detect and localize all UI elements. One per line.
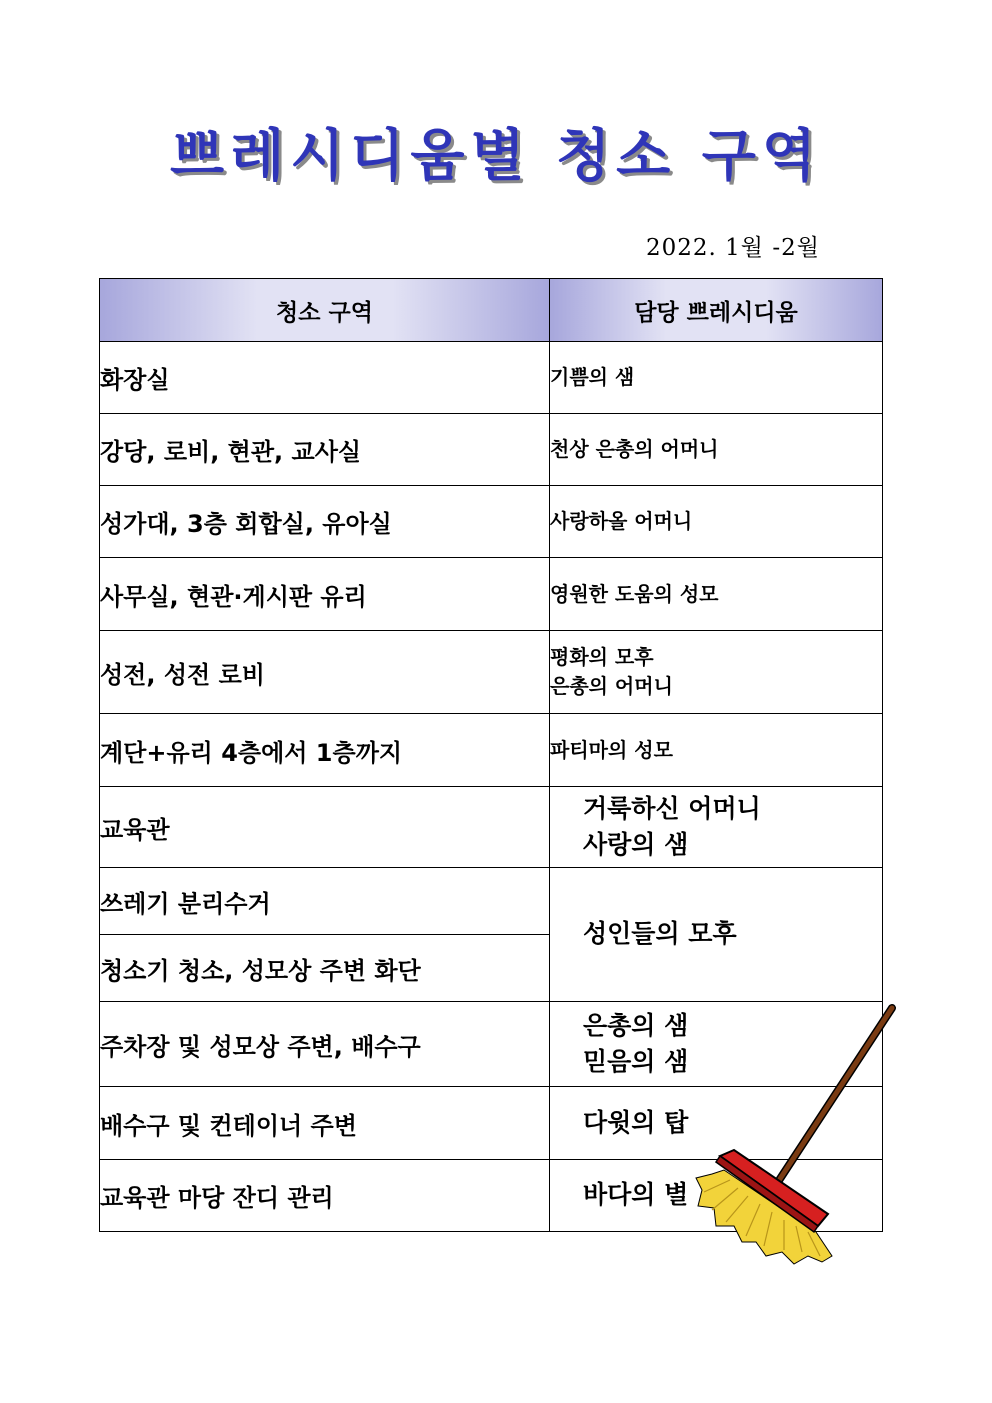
team-cell — [550, 714, 883, 787]
table-row — [100, 486, 883, 558]
team-cell — [550, 631, 883, 714]
team-name: 기쁨의 샘 — [550, 365, 635, 389]
area-cell: 성가대, 3층 회합실, 유아실 — [100, 486, 550, 558]
table-row — [100, 414, 883, 486]
team-name: 영원한 도움의 성모 — [550, 581, 719, 606]
table-row — [100, 342, 883, 414]
team-name: 바다의 별 — [583, 1180, 689, 1210]
team-name: 은총의 어머니 — [550, 674, 673, 698]
table-row — [100, 868, 883, 935]
page-title: 쁘레시디움별 청소 구역 — [170, 124, 822, 189]
table-row — [100, 787, 883, 868]
area-cell: 사무실, 현관·게시판 유리 — [100, 558, 550, 631]
area-cell: 교육관 — [100, 787, 550, 868]
table-header-row — [100, 279, 883, 342]
broom-icon — [690, 1000, 905, 1270]
area-cell: 화장실 — [100, 342, 550, 414]
area-cell: 계단+유리 4층에서 1층까지 — [100, 714, 550, 787]
team-cell — [550, 486, 883, 558]
team-name: 사랑의 샘 — [583, 830, 689, 859]
team-cell — [550, 342, 883, 414]
team-name: 거룩하신 어머니 — [583, 793, 761, 823]
team-name: 은총의 샘 — [583, 1010, 689, 1040]
team-name: 천상 은총의 어머니 — [550, 437, 719, 461]
team-name: 믿음의 샘 — [583, 1047, 689, 1076]
area-cell: 교육관 마당 잔디 관리 — [100, 1160, 550, 1232]
area-cell: 성전, 성전 로비 — [100, 631, 550, 714]
area-cell: 쓰레기 분리수거 — [100, 868, 550, 935]
team-cell — [550, 414, 883, 486]
area-cell: 강당, 로비, 현관, 교사실 — [100, 414, 550, 486]
area-cell: 배수구 및 컨테이너 주변 — [100, 1087, 550, 1160]
team-name: 다윗의 탑 — [583, 1107, 689, 1137]
team-name: 사랑하올 어머니 — [550, 509, 693, 533]
column-header-team: 담당 쁘레시디움 — [550, 279, 883, 342]
table-row — [100, 631, 883, 714]
date-range: 2022. 1월 -2월 — [646, 235, 820, 261]
team-cell — [550, 787, 883, 868]
area-cell: 주차장 및 성모상 주변, 배수구 — [100, 1002, 550, 1087]
team-name: 평화의 모후 — [550, 645, 654, 669]
team-name: 파티마의 성모 — [550, 737, 673, 762]
table-row — [100, 558, 883, 631]
team-cell — [550, 868, 883, 1002]
column-header-area: 청소 구역 — [100, 279, 550, 342]
team-name: 성인들의 모후 — [583, 919, 737, 949]
area-cell: 청소기 청소, 성모상 주변 화단 — [100, 935, 550, 1002]
table-row — [100, 714, 883, 787]
team-cell — [550, 558, 883, 631]
